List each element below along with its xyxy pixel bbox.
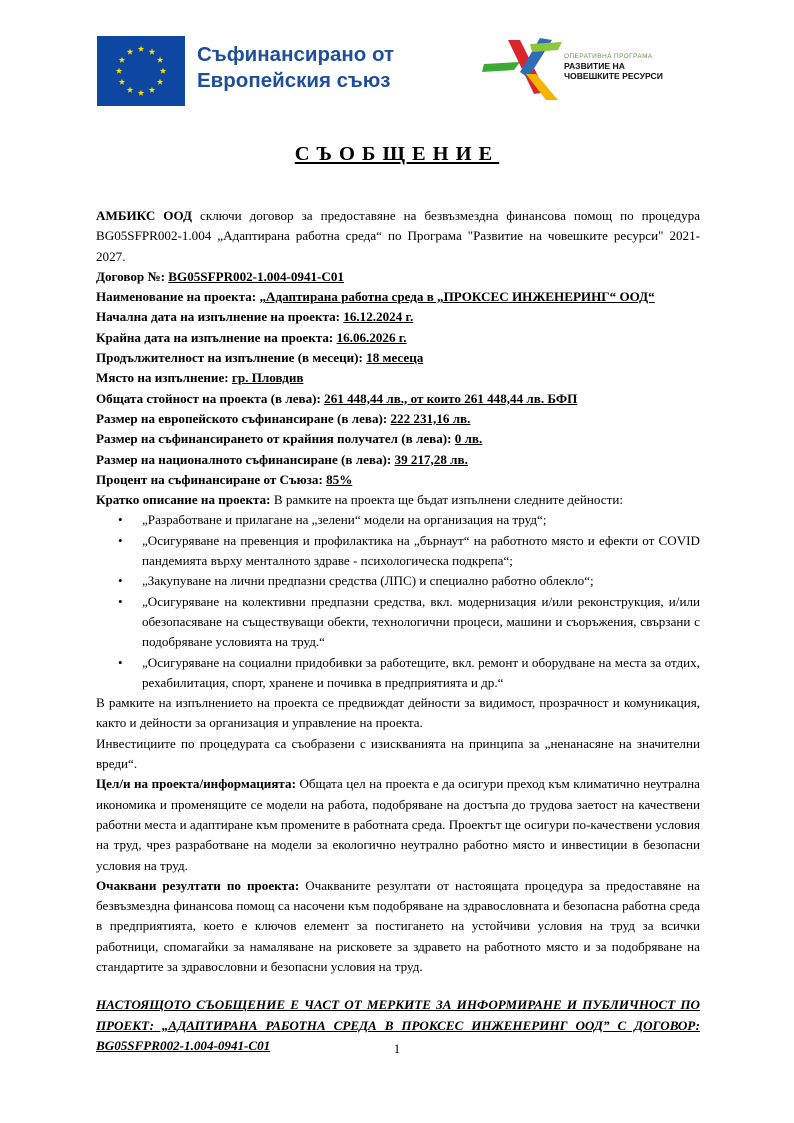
place-label: Място на изпълнение:: [96, 370, 232, 386]
publicity-notice: НАСТОЯЩОТО СЪОБЩЕНИЕ Е ЧАСТ ОТ МЕРКИТЕ ЗА ИНФОРМИРАНЕ И ПУБЛИЧНОСТ ПО ПРОЕКТ: „АДАПТИРАНА РАБОТНА СРЕДА В ПРОКСЕС ИНЖЕНЕРИНГ ООД” С ДОГОВОР: BG05SFPR002-1.004-0941-C01: [96, 997, 700, 1053]
description-label: Кратко описание на проекта:: [96, 492, 274, 508]
contract-value: BG05SFPR002-1.004-0941-C01: [168, 268, 344, 284]
contract-line: [96, 267, 700, 287]
project-name-line: [96, 287, 700, 307]
list-item: • „Разработване и прилагане на „зелени“ модели на организация на труд“;: [142, 510, 700, 530]
place-line: [96, 368, 700, 388]
duration-line: [96, 348, 700, 368]
visibility-paragraph: В рамките на изпълнението на проекта се предвиждат дейности за видимост, прозрачност и комуникация, както и дейности за организация и управление на проекта.: [96, 695, 700, 731]
eu-percentage-label: Процент на съфинансиране от Съюза:: [96, 471, 327, 487]
list-item: • „Осигуряване на социални придобивки за работещите, вкл. ремонт и оборудване на места за отдих, рехабилитация, спорт, хранене и почивка в предприятията и др.“: [142, 653, 700, 694]
eu-percentage-line: [96, 470, 700, 490]
results-label: Очаквани резултати по проекта:: [96, 877, 306, 893]
total-value-amount: 261 448,44 лв., от които 261 448,44 лв. БФП: [324, 390, 578, 406]
end-date-line: [96, 328, 700, 348]
goal-label: Цел/и на проекта/информацията:: [96, 776, 300, 792]
page-number: 1: [393, 1042, 401, 1056]
eu-logo-line1: Съфинансирано от: [197, 43, 395, 66]
duration-value: 18 месеца: [366, 350, 424, 366]
intro-text: сключи договор за предоставяне на безвъзмездна финансова помощ по процедура BG05SFPR002-1.004 „Адаптирана работна среда“ по Програма "Развитие на човешките ресурси" 2021-2027.: [96, 208, 700, 264]
eu-flag-icon: [97, 36, 185, 106]
contract-label: Договор №:: [96, 268, 169, 284]
description-line: [96, 490, 700, 510]
total-value-line: [96, 389, 700, 409]
beneficiary-cofinancing-line: [96, 429, 700, 449]
duration-label: Продължителност на изпълнение (в месеци):: [96, 350, 367, 366]
goal-paragraph: [96, 774, 700, 875]
company-name: АМБИКС ООД: [96, 208, 193, 223]
hrd-programme-emblem-icon: [480, 34, 564, 104]
national-cofinancing-label: Размер на националното съфинансиране (в лева):: [96, 451, 395, 467]
end-date-label: Крайна дата на изпълнение на проекта:: [96, 329, 337, 345]
list-item: • „Осигуряване на превенция и профилактика на „бърнаут“ на работното място и ефекти от COVID пандемията върху менталното здраве - психологическа подкрепа“;: [142, 531, 700, 572]
beneficiary-cofinancing-value: 0 лв.: [454, 431, 483, 447]
total-value-label: Общата стойност на проекта (в лева):: [96, 390, 325, 406]
start-date-line: [96, 307, 700, 327]
page-title: СЪОБЩЕНИЕ: [294, 143, 500, 165]
dnsh-paragraph: Инвестициите по процедурата са съобразени с изискванията на принципа за „ненанасяне на значителни вреди“.: [96, 735, 700, 772]
op-title-line2: ЧОВЕШКИТЕ РЕСУРСИ: [564, 71, 663, 81]
description-text: В рамките на проекта ще бъдат изпълнени следните дейности:: [273, 492, 623, 508]
op-small-label: ОПЕРАТИВНА ПРОГРАМА: [564, 53, 653, 60]
operational-programme-logo: [480, 34, 680, 104]
intro-paragraph: [96, 206, 700, 267]
project-name-value: „Адаптирана работна среда в „ПРОКСЕС ИНЖЕНЕРИНГ“ ООД“: [259, 289, 655, 305]
eu-cofinancing-label: Размер на европейското съфинансиране (в лева):: [96, 410, 391, 426]
place-value: гр. Пловдив: [231, 370, 304, 386]
document-body: [96, 206, 700, 1069]
list-item: • „Осигуряване на колективни предпазни средства, вкл. модернизация и/или реконструкция, и/или обезопасяване на съществуващи обекти, технологични процеси, машини и съоръжения, свързани с подобряване условията на труд.“: [142, 592, 700, 653]
start-date-value: 16.12.2024 г.: [343, 309, 414, 325]
goal-text: Общата цел на проекта е да осигури преход към климатично неутрална икономика и променящите се модели на работа, подобряване на достъпа до трудова заетост на качествени работни места и адаптиране към промените в работната среда. Проектът ще осигури по-качествени условия на труд, чрез разработване на модели за екологично неутрално работно място и инвестиции в безопасни условия на труд.: [96, 776, 700, 873]
eu-logo-line2: Европейския съюз: [197, 69, 391, 92]
eu-cofinancing-value: 222 231,16 лв.: [390, 410, 471, 426]
beneficiary-cofinancing-label: Размер на съфинансирането от крайния получател (в лева):: [96, 431, 455, 447]
end-date-value: 16.06.2026 г.: [336, 329, 407, 345]
eu-cofinancing-line: [96, 409, 700, 429]
list-item: • „Закупуване на лични предпазни средства (ЛПС) и специално работно облекло“;: [142, 571, 700, 591]
op-title-line1: РАЗВИТИЕ НА: [564, 61, 625, 71]
results-paragraph: [96, 876, 700, 977]
national-cofinancing-line: [96, 450, 700, 470]
start-date-label: Начална дата на изпълнение на проекта:: [96, 309, 344, 325]
eu-cofunded-logo: [97, 36, 397, 106]
activities-list: [96, 510, 700, 693]
eu-percentage-value: 85%: [326, 471, 353, 487]
results-text: Очакваните резултати от настоящата процедура за предоставяне на безвъзмездна финансова помощ са насочени към подобряване на здравословната и безопасна работна среда в предприятията, което е ключов елемент за постигането на устойчиви условия на труд за всички работници, спомагайки за намаляване на рисковете за здравето на работното място и за подобряване на стандартите за здравословни и безопасни условия на труд.: [96, 877, 700, 974]
project-name-label: Наименование на проекта:: [96, 289, 260, 305]
national-cofinancing-value: 39 217,28 лв.: [394, 451, 468, 467]
